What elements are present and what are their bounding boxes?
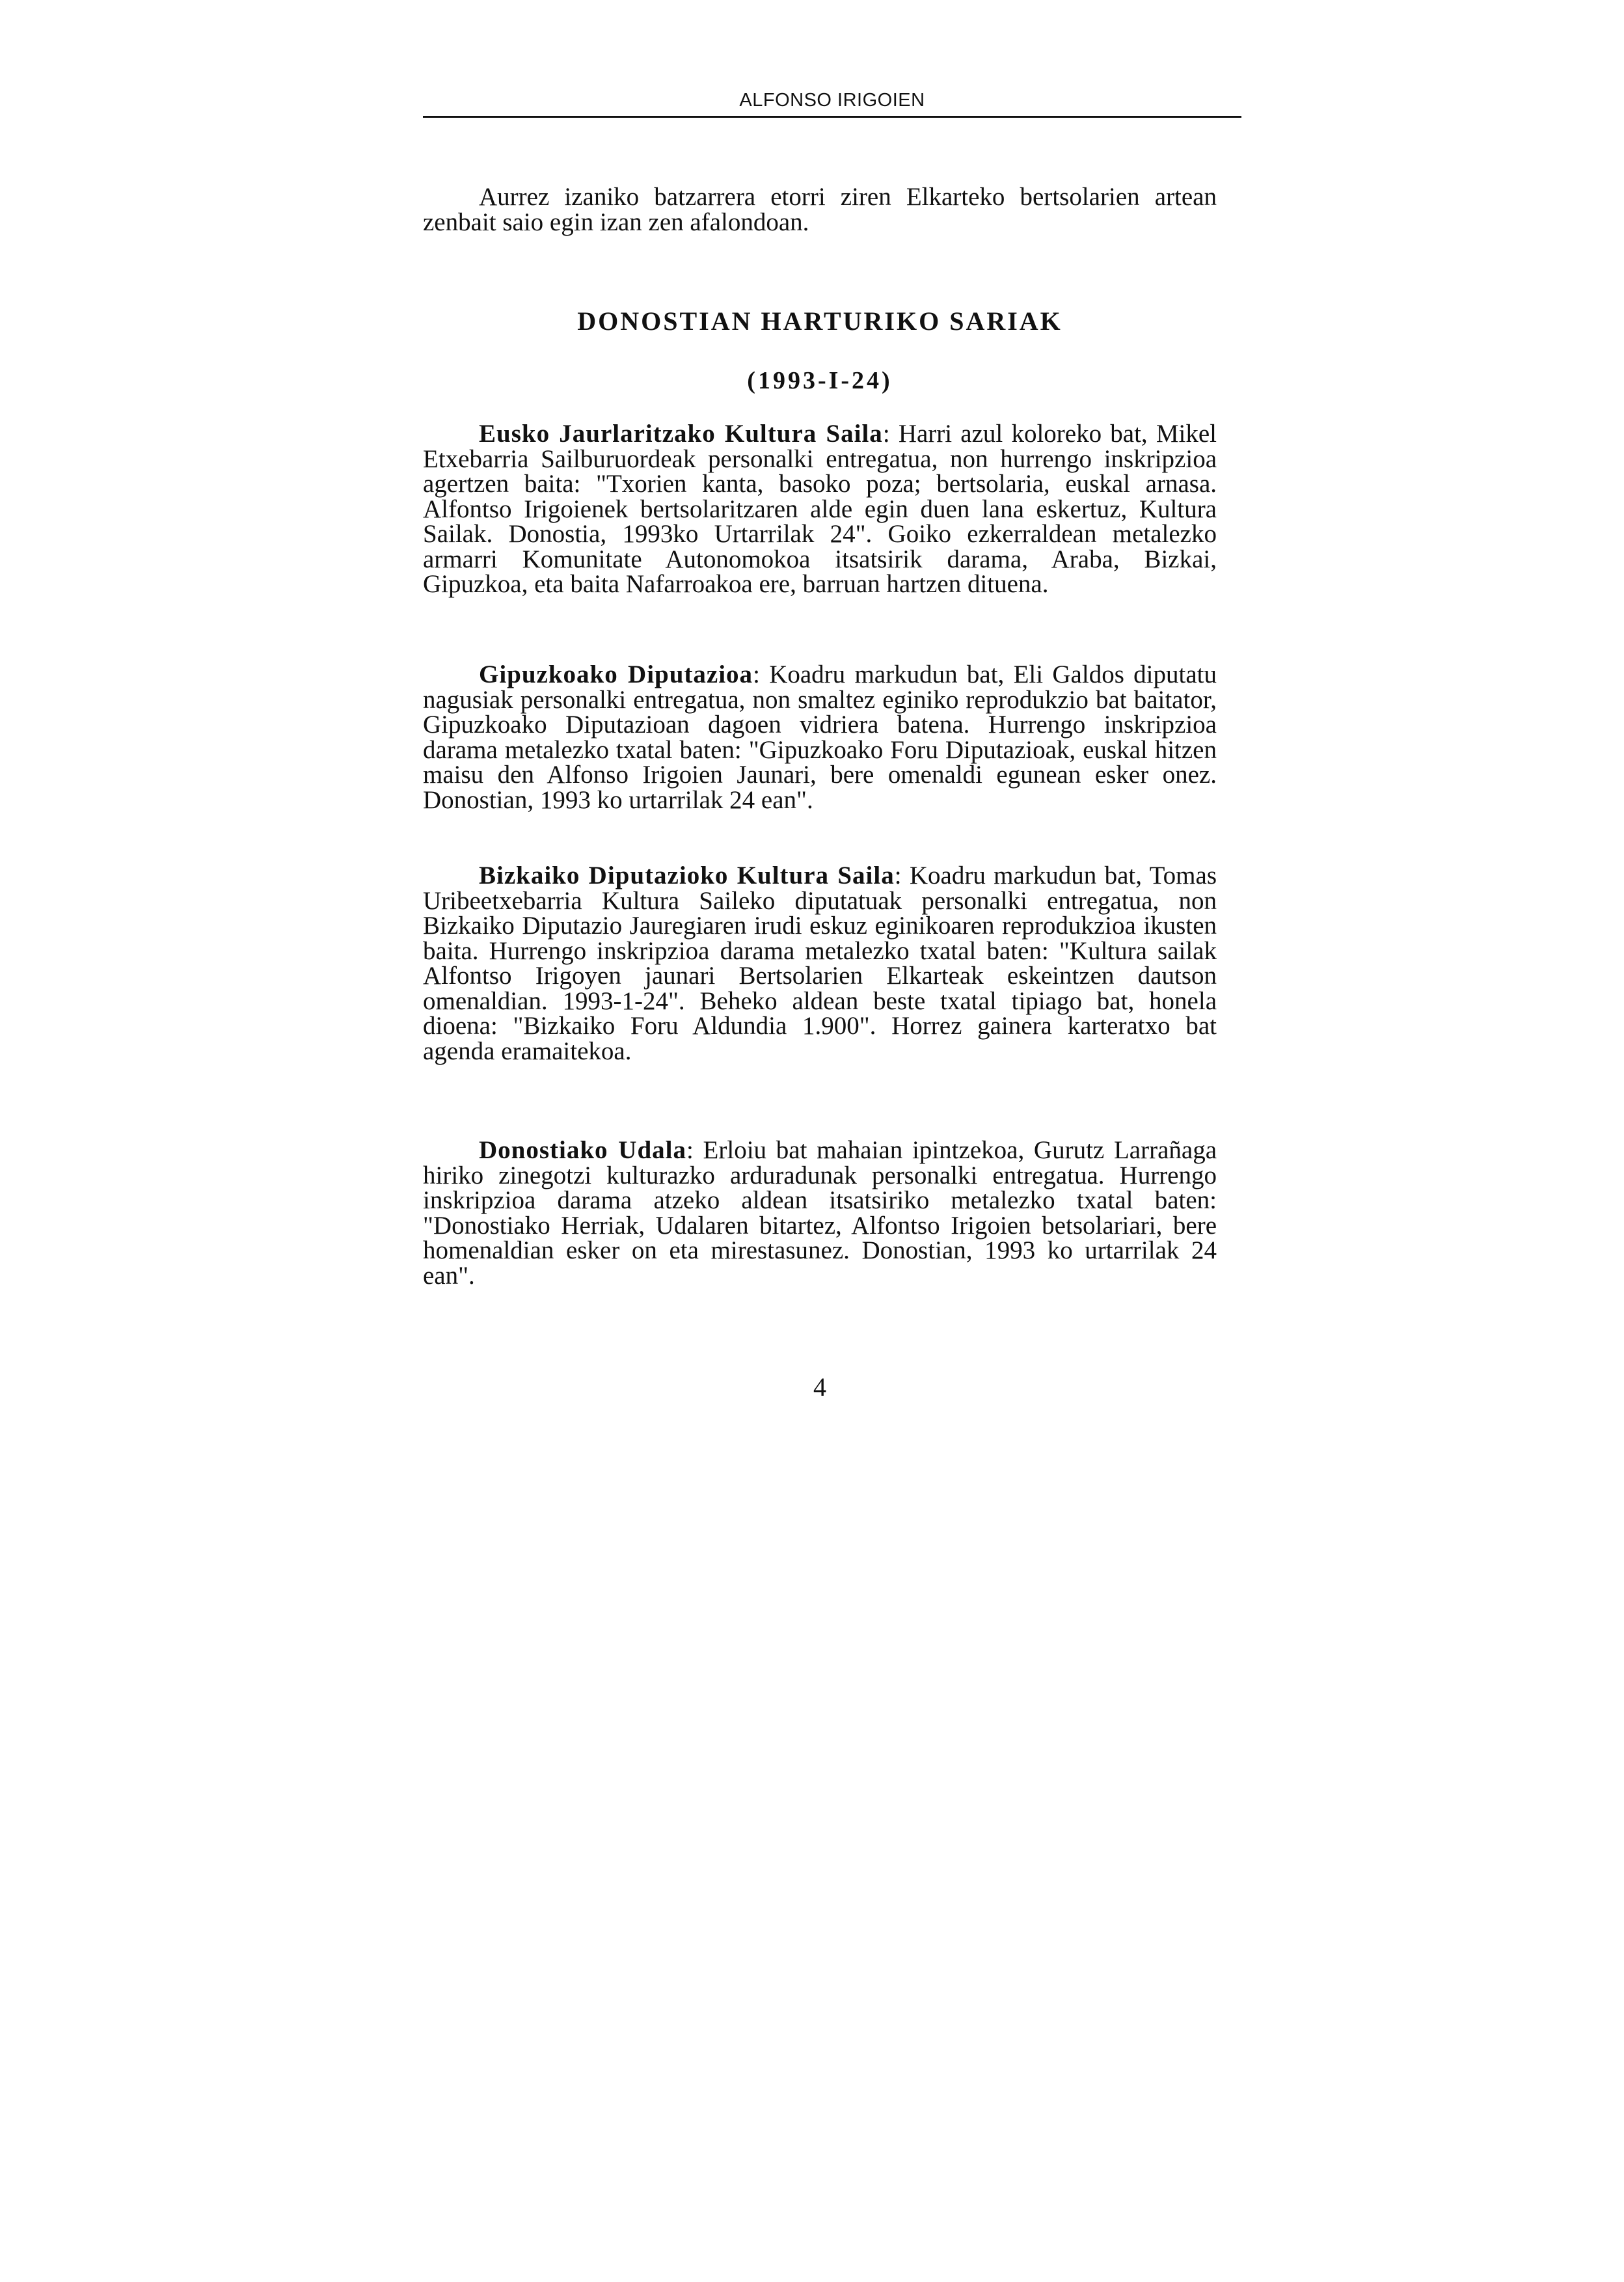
intro-paragraph: Aurrez izaniko batzarrera etorri ziren Elkarteko bertsolarien artean zenbait saio egin izan zen afalondoan. [423,183,1217,236]
award-lead: Bizkaiko Diputazioko Kultura Saila [479,862,895,890]
page-number: 4 [813,1372,826,1402]
section-title: DONOSTIAN HARTURIKO SARIAK [577,306,1062,336]
award-text: : Harri azul koloreko bat, Mikel Etxebarria Sailburuordeak personalki entregatua, non hurrengo inskripzioa agertzen baita: "Txorien kanta, basoko poza; bertsolaria, euskal arnasa. Alfontso Irigoienek bertsolaritzaren alde egin duen lana eskertuz, Kultura Sailak. Donostia, 1993ko Urtarrilak 24". Goiko ezkerraldean metalezko armarri Komunitate Autonomokoa itsatsirik darama, Araba, Bizkai, Gipuzkoa, eta baita Nafarroakoa ere, barruan hartzen dituena. [423,420,1217,598]
award-paragraph-gipuzkoako-diputazioa [423,662,1217,813]
award-lead: Eusko Jaurlaritzako Kultura Saila [479,420,883,448]
award-text: : Koadru markudun bat, Eli Galdos diputatu nagusiak personalki entregatua, non smaltez eginiko reprodukzio bat baitator, Gipuzkoako Diputazioan dagoen vidriera batena. Hurrengo inskripzioa darama metalezko txatal baten: "Gipuzkoako Foru Diputazioak, euskal hitzen maisu den Alfonso Irigoien Jaunari, bere omenaldi egunean esker onez. Donostian, 1993 ko urtarrilak 24 ean". [423,660,1217,814]
award-lead: Gipuzkoako Diputazioa [479,660,753,688]
award-text: : Erloiu bat mahaian ipintzekoa, Gurutz Larrañaga hiriko zinegotzi kulturazko arduradunak personalki entregatua. Hurrengo inskripzioa darama atzeko aldean itsatsiriko metalezko txatal baten: "Donostiako Herriak, Udalaren bitartez, Alfontso Irigoien betsolariari, bere homenaldian esker on eta mirestasunez. Donostian, 1993 ko urtarrilak 24 ean". [423,1136,1217,1290]
award-lead: Donostiako Udala [479,1136,686,1164]
award-paragraph-bizkaiko-diputazioa [423,863,1217,1064]
header-rule [423,116,1241,118]
award-text: : Koadru markudun bat, Tomas Uribeetxebarria Kultura Saileko diputatuak personalki entregatua, non Bizkaiko Diputazio Jauregiaren irudi eskuz eginikoaren reprodukzioa ikusten baita. Hurrengo inskripzioa darama metalezko txatal baten: "Kultura sailak Alfontso Irigoyen jaunari Bertsolarien Elkarteak eskeintzen dautson omenaldian. 1993-1-24". Beheko aldean beste txatal tipiago bat, honela dioena: "Bizkaiko Foru Aldundia 1.900". Horrez gainera karteratxo bat agenda eramaitekoa. [423,862,1217,1065]
running-header: ALFONSO IRIGOIEN [739,90,925,111]
award-paragraph-donostiako-udala [423,1138,1217,1288]
award-paragraph-kultura-saila [423,422,1217,597]
section-date: (1993-I-24) [747,367,893,394]
